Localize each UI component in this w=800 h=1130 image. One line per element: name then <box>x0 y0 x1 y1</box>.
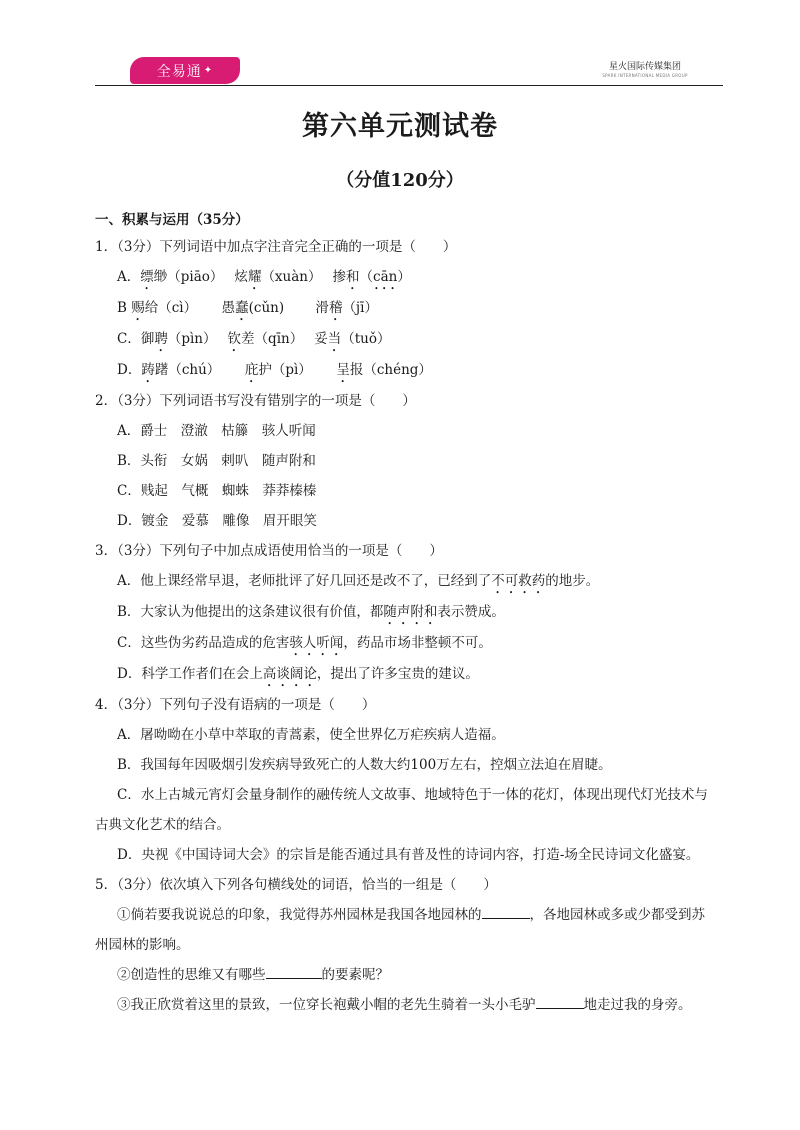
header-divider <box>95 85 723 86</box>
question-3-option-c: C．这些伪劣药品造成的危害骇人听闻，药品市场非整顿不可。 <box>117 635 492 651</box>
publisher-name <box>590 59 700 78</box>
question-2-option-c: C．贱起 气概 蜘蛛 莽莽榛榛 <box>117 483 317 499</box>
question-4-stem: 4．（3分）下列句子没有语病的一项是（ ） <box>95 697 376 713</box>
question-5-sentence-1: ①倘若要我说说总的印象，我觉得苏州园林是我国各地园林的 ，各地园林或多或少都受到苏 <box>95 900 730 930</box>
question-4-option-b: B．我国每年因吸烟引发疾病导致死亡的人数大约100万左右，控烟立法迫在眉睫。 <box>117 757 612 773</box>
question-1-stem: 1．（3分）下列词语中加点字注音完全正确的一项是（ ） <box>95 239 457 255</box>
fill-blank[interactable] <box>536 994 584 1009</box>
question-5-sentence-2: ②创造性的思维又有哪些 的要素呢？ <box>95 960 730 990</box>
brand-logo-text: 全易通 <box>156 63 202 80</box>
question-5-sentence-1-continued: 州园林的影响。 <box>95 937 190 953</box>
section-heading: 一、积累与运用（35分） <box>95 212 249 228</box>
question-3-option-b: B．大家认为他提出的这条建议很有价值，都随声附和表示赞成。 <box>117 604 505 620</box>
page-subtitle: （分值120分） <box>336 170 464 191</box>
question-3-option-d: D．科学工作者们在会上高谈阔论，提出了许多宝贵的建议。 <box>117 666 479 682</box>
question-4-option-c-continued: 古典文化艺术的结合。 <box>95 817 230 833</box>
question-4-option-d: D．央视《中国诗词大会》的宗旨是能否通过具有普及性的诗词内容，打造-场全民诗词文化盛宴。 <box>117 847 700 863</box>
fill-blank[interactable] <box>266 964 322 979</box>
question-3-option-a: A．他上课经常早退，老师批评了好几回还是改不了，已经到了不可救药的地步。 <box>117 573 600 589</box>
question-5-stem: 5．（3分）依次填入下列各句横线处的词语，恰当的一组是（ ） <box>95 877 497 893</box>
publisher-title: 星火国际传媒集团 <box>608 62 681 72</box>
question-2-option-a: A．爵士 澄澈 枯籐 骇人听闻 <box>117 423 316 439</box>
question-4-option-a: A．屠呦呦在小草中萃取的青蒿素，使全世界亿万疟疾病人造福。 <box>117 727 505 743</box>
brand-logo: 全易通 ✦ <box>130 57 240 84</box>
question-1-option-b: B 赐给（cì） 愚蠢(cǔn) 滑稽（jī） <box>117 300 378 316</box>
question-1-option-d: D．踌躇（chú） 庇护（pì） 呈报（chéng） <box>117 362 432 378</box>
question-1-option-a: A．缥缈（piāo） 炫耀（xuàn） 掺和（cān） <box>117 269 411 285</box>
page-title: 第六单元测试卷 <box>302 111 498 142</box>
question-3-stem: 3．（3分）下列句子中加点成语使用恰当的一项是（ ） <box>95 543 443 559</box>
question-5-sentence-3: ③我正欣赏着这里的景致，一位穿长袍戴小帽的老先生骑着一头小毛驴 地走过我的身旁。 <box>95 990 730 1020</box>
exam-content <box>95 205 730 1020</box>
question-2-option-b: B．头衔 女娲 剌叭 随声附和 <box>117 453 316 469</box>
question-1-option-c: C．御聘（pìn） 钦差（qīn） 妥当（tuǒ） <box>117 331 391 347</box>
page-header <box>0 0 800 90</box>
question-2-option-d: D．镀金 爱慕 雕像 眉开眼笑 <box>117 513 317 529</box>
publisher-subtitle: SPARK INTERNATIONAL MEDIA GROUP <box>602 73 688 78</box>
question-4-option-c: C．水上古城元宵灯会量身制作的融传统人文故事、地域特色于一体的花灯，体现出现代灯光技术与 <box>117 787 708 803</box>
question-2-stem: 2．（3分）下列词语书写没有错别字的一项是（ ） <box>95 393 416 409</box>
fill-blank[interactable] <box>482 904 530 919</box>
